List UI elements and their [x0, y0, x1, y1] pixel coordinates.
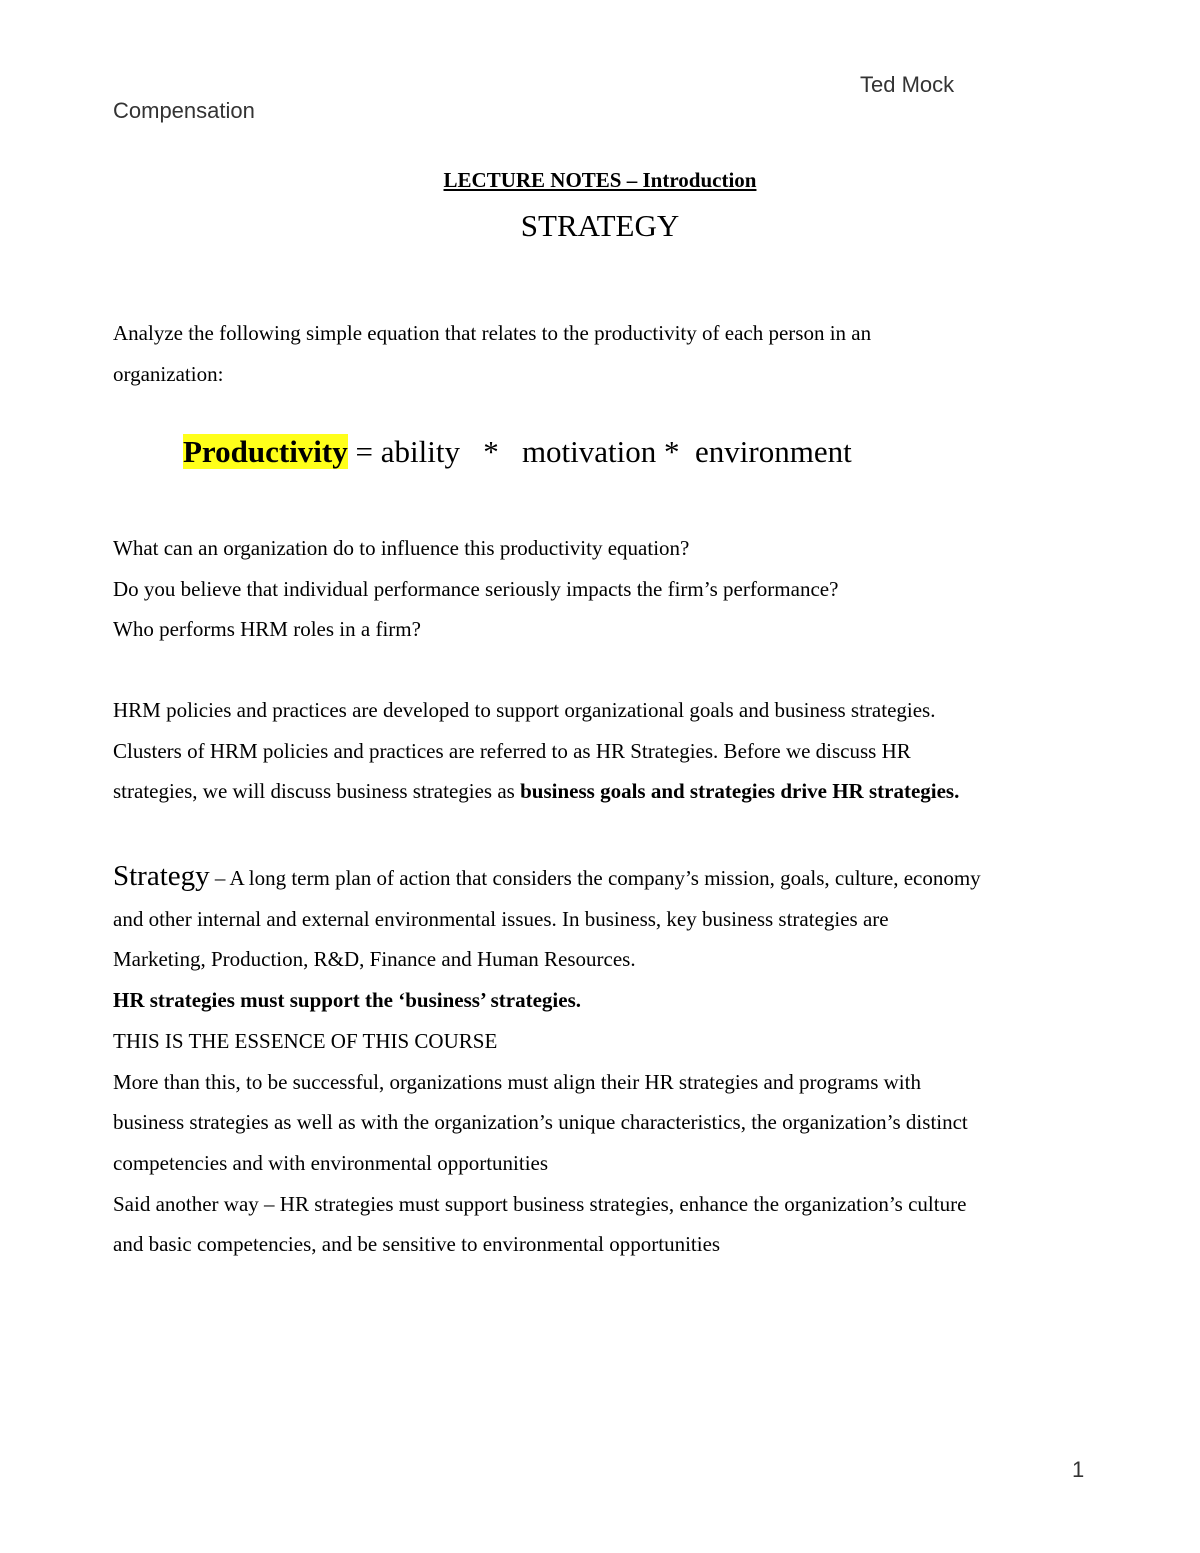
equation-rest: = ability * motivation * environment: [347, 434, 852, 469]
hrm-line: [113, 771, 1103, 812]
strategy-bold-line: [113, 980, 1103, 1021]
hrm-line-plain: strategies, we will discuss business strategies as: [113, 779, 521, 804]
strategy-line: and basic competencies, and be sensitive to environmental opportunities: [113, 1232, 721, 1257]
strategy-line: More than this, to be successful, organizations must align their HR strategies and programs with: [113, 1069, 921, 1094]
question-item: Do you believe that individual performance seriously impacts the firm’s performance?: [113, 576, 839, 601]
strategy-section: [113, 856, 1103, 1265]
hrm-line: Clusters of HRM policies and practices are referred to as HR Strategies. Before we discuss HR: [113, 738, 911, 763]
intro-paragraph: [113, 313, 1103, 394]
lecture-heading: LECTURE NOTES – Introduction: [443, 168, 757, 192]
hrm-paragraph: [113, 690, 1103, 812]
page-number: 1: [1072, 1457, 1085, 1482]
intro-line: organization:: [113, 361, 224, 386]
hr-support-statement: HR strategies must support the ‘business’ strategies.: [113, 988, 581, 1013]
hrm-line-bold: business goals and strategies drive HR strategies.: [520, 779, 960, 804]
question-item: Who performs HRM roles in a firm?: [113, 617, 421, 642]
strategy-term: Strategy: [113, 860, 210, 892]
strategy-line: competencies and with environmental opportunities: [113, 1150, 549, 1175]
question-item: What can an organization do to influence this productivity equation?: [113, 536, 690, 560]
author-name: Ted Mock: [860, 72, 955, 97]
strategy-definition-line: [113, 856, 1103, 899]
equation-term: Productivity: [183, 434, 348, 469]
page-title: STRATEGY: [520, 208, 680, 243]
strategy-definition: – A long term plan of action that considers the company’s mission, goals, culture, economy: [209, 866, 981, 890]
productivity-equation: [183, 434, 852, 470]
strategy-line: Said another way – HR strategies must support business strategies, enhance the organization’s culture: [113, 1191, 967, 1216]
questions-list: [113, 528, 1103, 650]
strategy-line: Marketing, Production, R&D, Finance and Human Resources.: [113, 947, 636, 972]
course-name: Compensation: [113, 98, 255, 123]
hrm-line: HRM policies and practices are developed to support organizational goals and business strategies.: [113, 698, 936, 722]
essence-line: THIS IS THE ESSENCE OF THIS COURSE: [113, 1028, 498, 1053]
strategy-line: business strategies as well as with the organization’s unique characteristics, the organization’s distinct: [113, 1110, 968, 1135]
intro-line: Analyze the following simple equation that relates to the productivity of each person in an: [113, 321, 872, 345]
strategy-line: and other internal and external environmental issues. In business, key business strategies are: [113, 906, 889, 931]
